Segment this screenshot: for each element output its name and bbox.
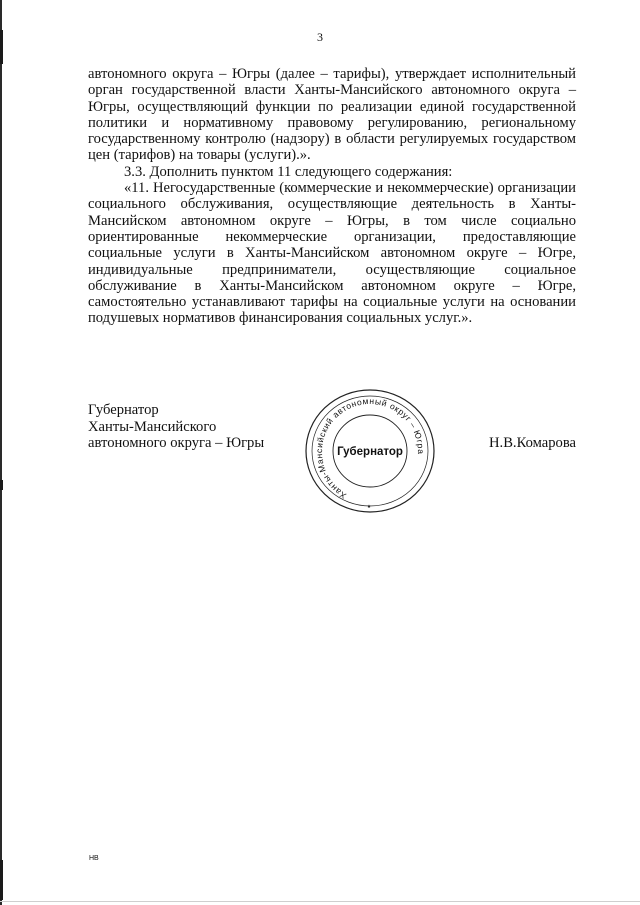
document-body <box>88 66 576 327</box>
paragraph: автономного округа – Югры (далее – тарифы), утверждает исполнительный орган государственной власти Ханты-Мансийского автономного округа – Югры, осуществляющий функции по реализации единой государственной политики и нормативному правовому регулированию, региональному государственному контролю (надзору) в области регулируемых государством цен (тарифов) на товары (услуги).». <box>88 66 576 164</box>
edge-mark <box>0 480 3 490</box>
position-line: автономного округа – Югры <box>88 435 265 451</box>
position-line: Губернатор <box>88 402 159 418</box>
edge-mark <box>0 860 3 900</box>
signatory-name: Н.В.Комарова <box>489 435 576 451</box>
signatory-position <box>88 402 264 452</box>
stamp-ring-text: Ханты-Мансийский автономный округ – Югра <box>313 395 427 501</box>
official-stamp <box>300 386 440 516</box>
page-edge <box>0 0 2 905</box>
page-number: 3 <box>317 30 323 44</box>
paragraph: «11. Негосударственные (коммерческие и некоммерческие) организации социального обслуживания, осуществляющие деятельность в Ханты-Мансийском автономном округе – Югры, в том числе социально ориентированные некоммерческие организации, предоставляющие социальные услуги в Ханты-Мансийском автономном округе – Югре, индивидуальные предприниматели, осуществляющие социальное обслуживание в Ханты-Мансийском автономном округе – Югре, самостоятельно устанавливают тарифы на социальные услуги на основании подушевых нормативов финансирования социальных услуг.». <box>88 180 576 327</box>
stamp-center-text: Губернатор <box>337 446 403 458</box>
footer-code: НВ <box>89 855 99 862</box>
position-line: Ханты-Мансийского <box>88 418 217 435</box>
star-icon: ★ <box>366 505 372 510</box>
page-bottom-edge <box>0 901 640 902</box>
paragraph: 3.3. Дополнить пунктом 11 следующего содержания: <box>124 163 453 180</box>
